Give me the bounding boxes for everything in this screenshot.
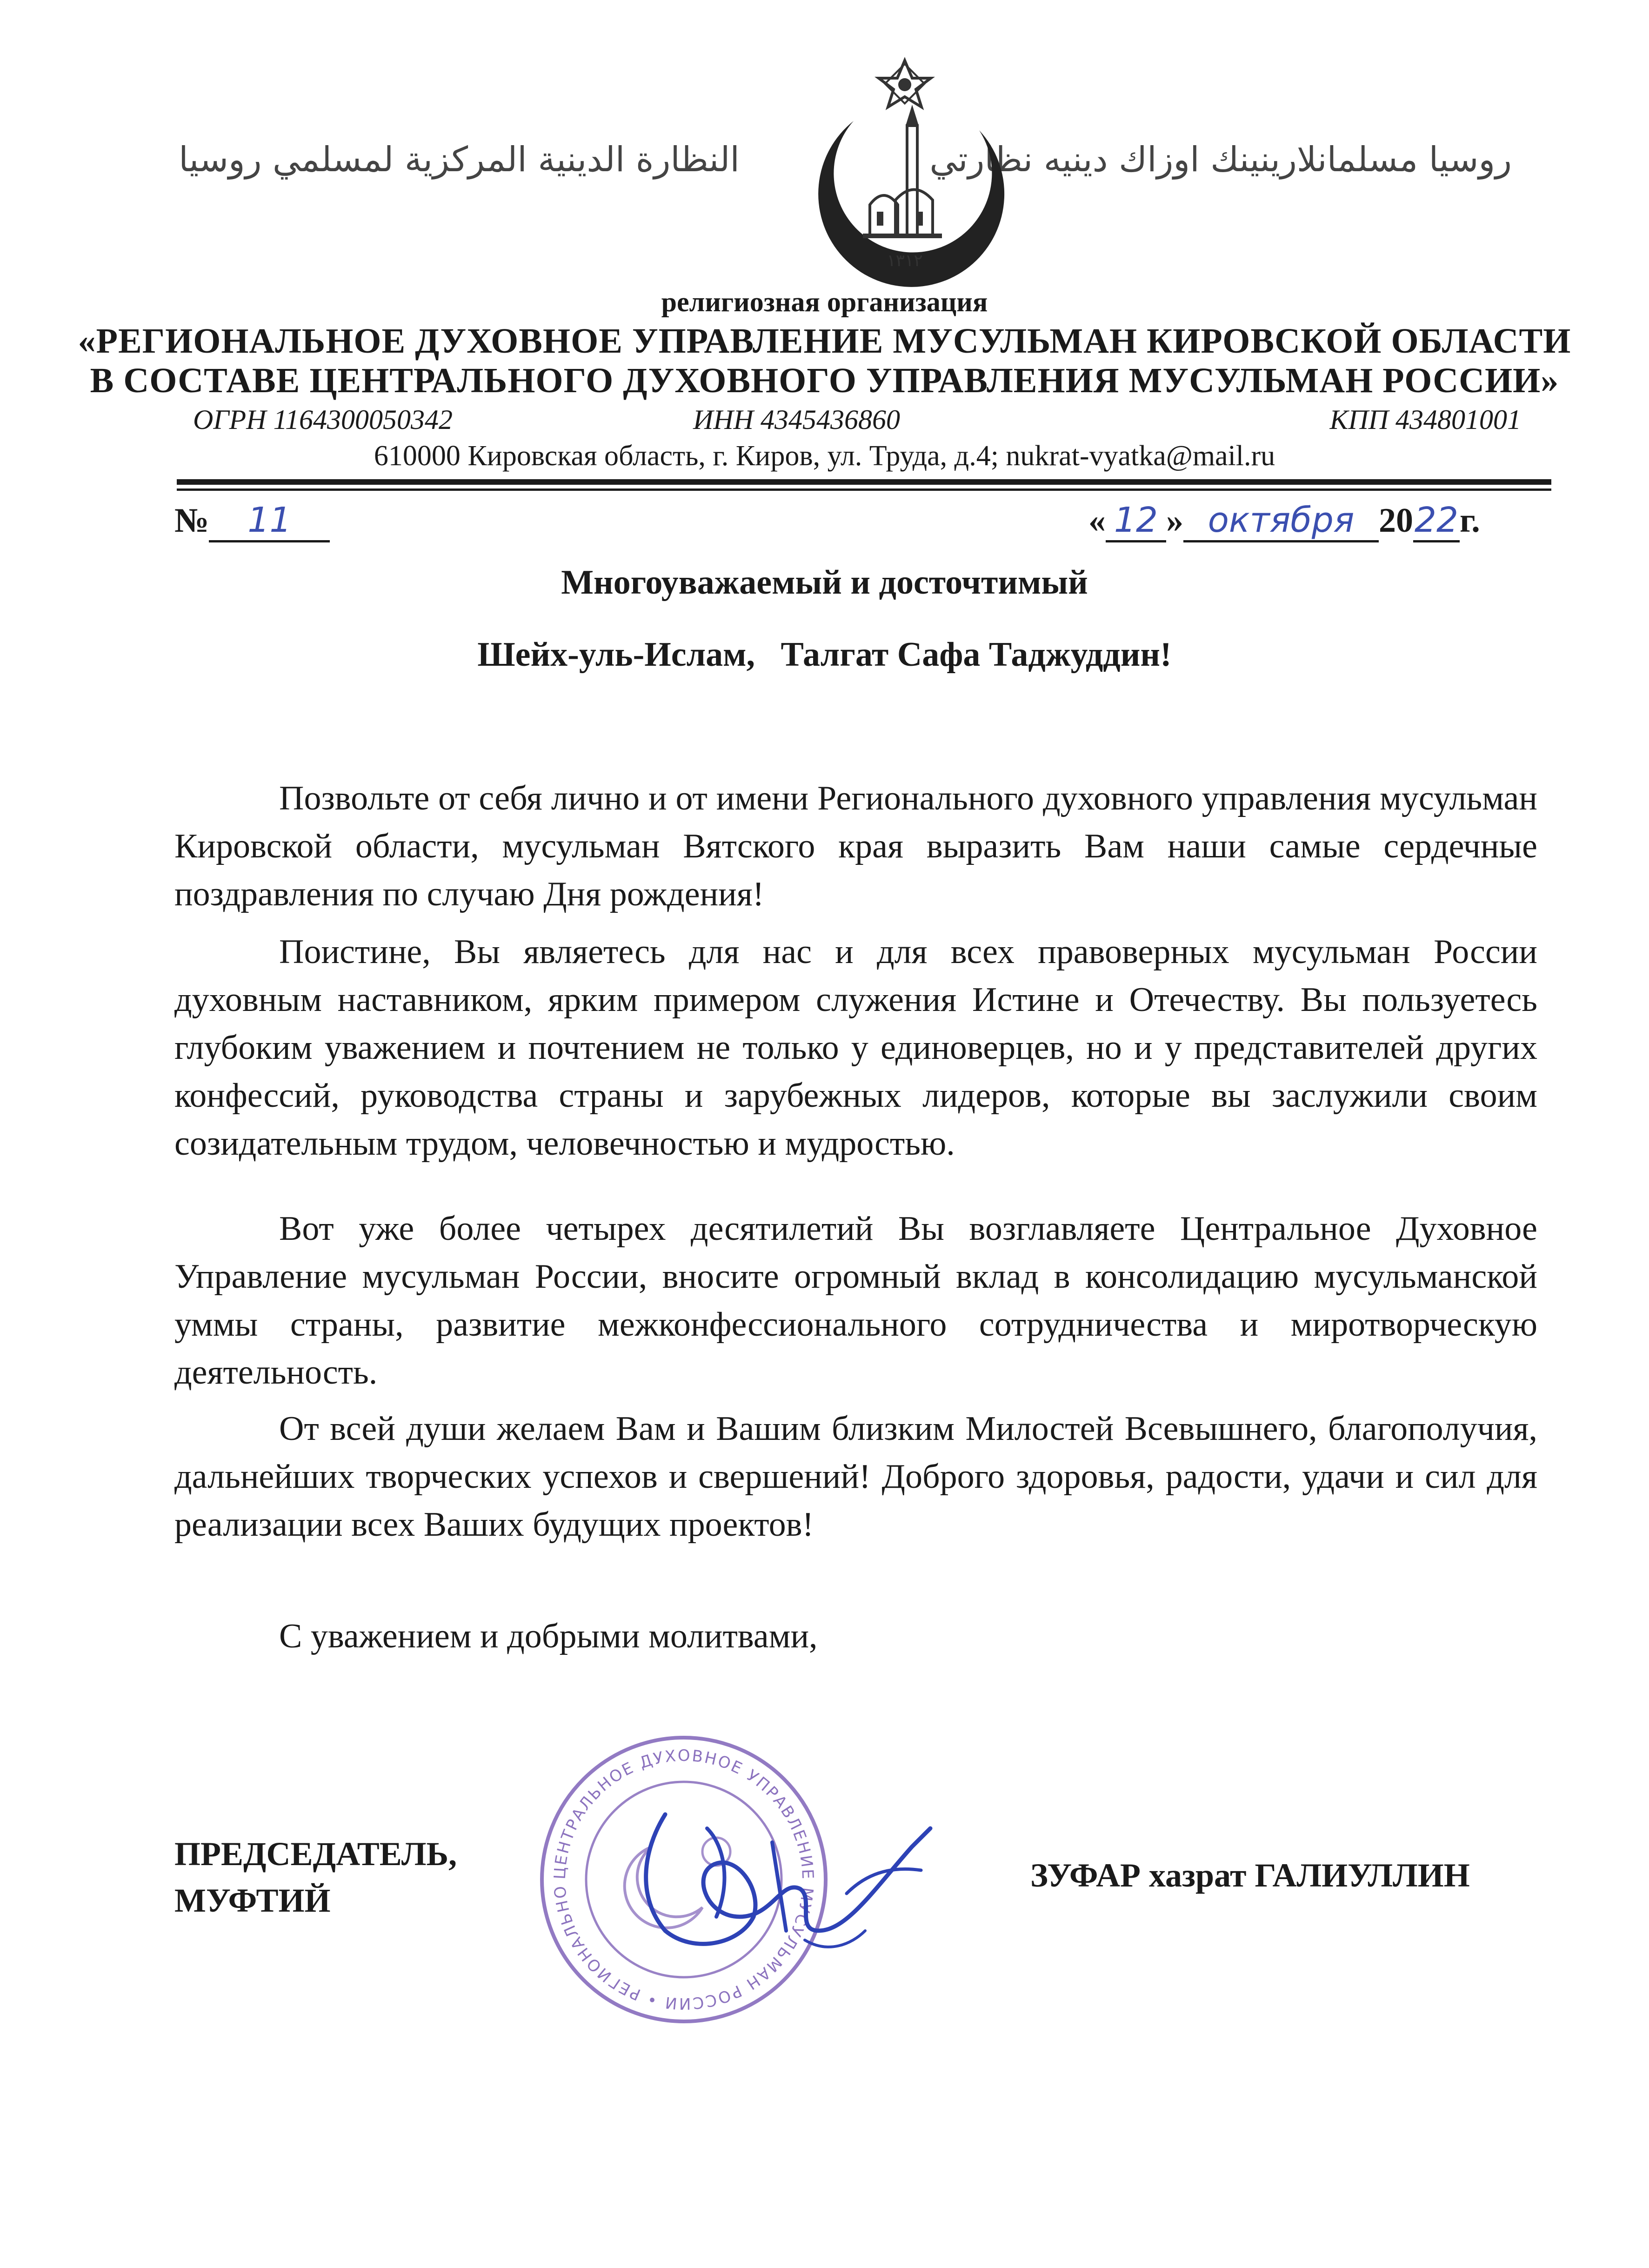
inn-value: ИНН 4345436860 xyxy=(693,404,900,435)
org-name-line-2: В СОСТАВЕ ЦЕНТРАЛЬНОГО ДУХОВНОГО УПРАВЛЕНИЯ МУСУЛЬМАН РОССИИ» xyxy=(90,361,1559,400)
logo-year: ١٣١٢ xyxy=(887,251,923,270)
salutation-line-2: Шейх-уль-Ислам, Талгат Сафа Таджуддин! xyxy=(477,636,1172,674)
org-name-line-1: «РЕГИОНАЛЬНОЕ ДУХОВНОЕ УПРАВЛЕНИЕ МУСУЛЬМАН КИРОВСКОЙ ОБЛАСТИ xyxy=(78,321,1571,361)
body-paragraph-2: Поистине, Вы являетесь для нас и для всех правоверных мусульман России духовным наставником, ярким примером служения Истине и Отечеству. Вы пользуетесь глубоким уважением и почтением не только у единоверцев, но и у представителей других конфессий, руководства страны и зарубежных лидеров, которые вы заслужили своим созидательным трудом, человечностью и мудростью. xyxy=(174,933,1537,1163)
date-close-quote: » xyxy=(1166,502,1183,540)
kpp-value: КПП 434801001 xyxy=(1329,404,1521,435)
number-value: 11 xyxy=(209,500,330,542)
header-divider-thick xyxy=(177,479,1551,485)
body-paragraph-4: От всей души желаем Вам и Вашим близким Милостей Всевышнего, благополучия, дальнейших творческих успехов и свершений! Доброго здоровья, радости, удачи и сил для реализации всех Ваших будущих проектов! xyxy=(174,1410,1537,1544)
org-type-label: религиозная организация xyxy=(661,287,988,317)
date-month: октября xyxy=(1183,500,1379,542)
document-number xyxy=(174,500,330,542)
stamp-text: ЦЕНТРАЛЬНОЕ ДУХОВНОЕ УПРАВЛЕНИЕ МУСУЛЬМАН РОССИИ • РЕГИОНАЛЬНО xyxy=(550,1746,817,2013)
signatory-title-line-2: МУФТИЙ xyxy=(174,1882,331,1919)
salutation-line-1: Многоуважаемый и досточтимый xyxy=(561,563,1088,602)
date-year-prefix: 20 xyxy=(1379,502,1413,540)
signature-scribble-icon xyxy=(586,1777,940,1963)
handwritten-signature xyxy=(586,1777,940,1963)
date-year-unit: г. xyxy=(1460,502,1480,540)
closing-line: С уважением и добрыми молитвами, xyxy=(279,1617,818,1655)
arabic-header-left: النظارة الدينية المركزية لمسلمي روسيا xyxy=(179,140,740,180)
body-paragraph-1: Позвольте от себя лично и от имени Регионального духовного управления мусульман Кировской области, мусульман Вятского края выразить Вам наши самые сердечные поздравления по случаю Дня рождения! xyxy=(174,779,1537,913)
mosque-emblem-icon xyxy=(784,51,1026,312)
header-divider-thin xyxy=(177,488,1551,491)
signatory-title xyxy=(174,1831,457,1924)
body-paragraph-3: Вот уже более четырех десятилетий Вы возглавляете Центральное Духовное Управление мусульман России, вносите огромный вклад в консолидацию мусульманской уммы страны, развитие межконфессионального сотрудничества и миротворческую деятельность. xyxy=(174,1210,1537,1392)
organization-logo xyxy=(784,51,1026,312)
signatory-name: ЗУФАР хазрат ГАЛИУЛЛИН xyxy=(1030,1857,1470,1894)
document-date xyxy=(1088,500,1480,542)
number-label: № xyxy=(174,502,209,540)
ogrn-value: ОГРН 1164300050342 xyxy=(193,404,453,435)
date-open-quote: « xyxy=(1088,502,1106,540)
signatory-title-line-1: ПРЕДСЕДАТЕЛЬ, xyxy=(174,1835,457,1873)
arabic-header-right: روسيا مسلمانلارينينك اوزاك دينيه نظارتي xyxy=(929,140,1512,180)
address-line: 610000 Кировская область, г. Киров, ул. Труда, д.4; nukrat-vyatka@mail.ru xyxy=(374,440,1275,472)
date-day: 12 xyxy=(1106,500,1166,542)
date-year-suffix: 22 xyxy=(1413,500,1460,542)
